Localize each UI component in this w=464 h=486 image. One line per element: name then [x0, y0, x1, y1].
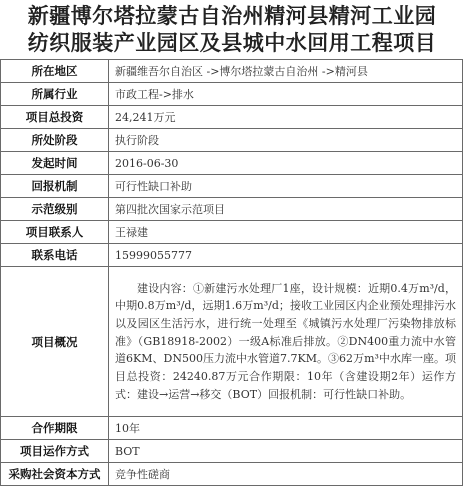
value-return-mechanism: 可行性缺口补助	[109, 175, 463, 198]
row-phone	[1, 244, 463, 267]
row-operation-mode	[1, 440, 463, 463]
label-overview: 项目概况	[1, 267, 109, 417]
row-industry	[1, 83, 463, 106]
label-investment: 项目总投资	[1, 106, 109, 129]
row-stage	[1, 129, 463, 152]
value-overview: 建设内容：①新建污水处理厂1座，设计规模：近期0.4万m³/d，中期0.8万m³/d，远期1.6万m³/d；接收工业园区内企业预处理排污水以及园区生活污水，进行统一处理至《城镇污水处理厂污染物排放标准》（GB18918-2002）一级A标准后排放。②DN400重力流中水管道6KM、DN500压力流中水管道7.7KM。③62万m³中水库一座。项目总投资：24240.87万元合作期限：10年（含建设期2年）运作方式：建设→运营→移交（BOT）回报机制：可行性缺口补助。	[109, 267, 463, 417]
value-term: 10年	[109, 417, 463, 440]
value-phone: 15999055777	[109, 244, 463, 267]
label-demo-level: 示范级别	[1, 198, 109, 221]
row-investment	[1, 106, 463, 129]
value-operation-mode: BOT	[109, 440, 463, 463]
value-contact: 王禄建	[109, 221, 463, 244]
value-industry: 市政工程->排水	[109, 83, 463, 106]
label-return-mechanism: 回报机制	[1, 175, 109, 198]
value-region: 新疆维吾尔自治区 ->博尔塔拉蒙古自治州 ->精河县	[109, 60, 463, 83]
value-procurement: 竞争性磋商	[109, 463, 463, 486]
row-region	[1, 60, 463, 83]
label-phone: 联系电话	[1, 244, 109, 267]
label-industry: 所属行业	[1, 83, 109, 106]
label-region: 所在地区	[1, 60, 109, 83]
value-launch-date: 2016-06-30	[109, 152, 463, 175]
row-return-mechanism	[1, 175, 463, 198]
label-launch-date: 发起时间	[1, 152, 109, 175]
label-procurement: 采购社会资本方式	[1, 463, 109, 486]
row-overview	[1, 267, 463, 417]
row-procurement	[1, 463, 463, 486]
row-contact	[1, 221, 463, 244]
title-line-1: 新疆博尔塔拉蒙古自治州精河县精河工业园	[27, 3, 437, 28]
value-demo-level: 第四批次国家示范项目	[109, 198, 463, 221]
row-demo-level	[1, 198, 463, 221]
label-stage: 所处阶段	[1, 129, 109, 152]
value-stage: 执行阶段	[109, 129, 463, 152]
page-title	[0, 0, 464, 58]
title-line-2: 纺织服装产业园区及县城中水回用工程项目	[27, 30, 437, 55]
label-contact: 项目联系人	[1, 221, 109, 244]
value-investment: 24,241万元	[109, 106, 463, 129]
row-launch-date	[1, 152, 463, 175]
row-term	[1, 417, 463, 440]
project-info-table	[0, 59, 463, 486]
label-term: 合作期限	[1, 417, 109, 440]
label-operation-mode: 项目运作方式	[1, 440, 109, 463]
